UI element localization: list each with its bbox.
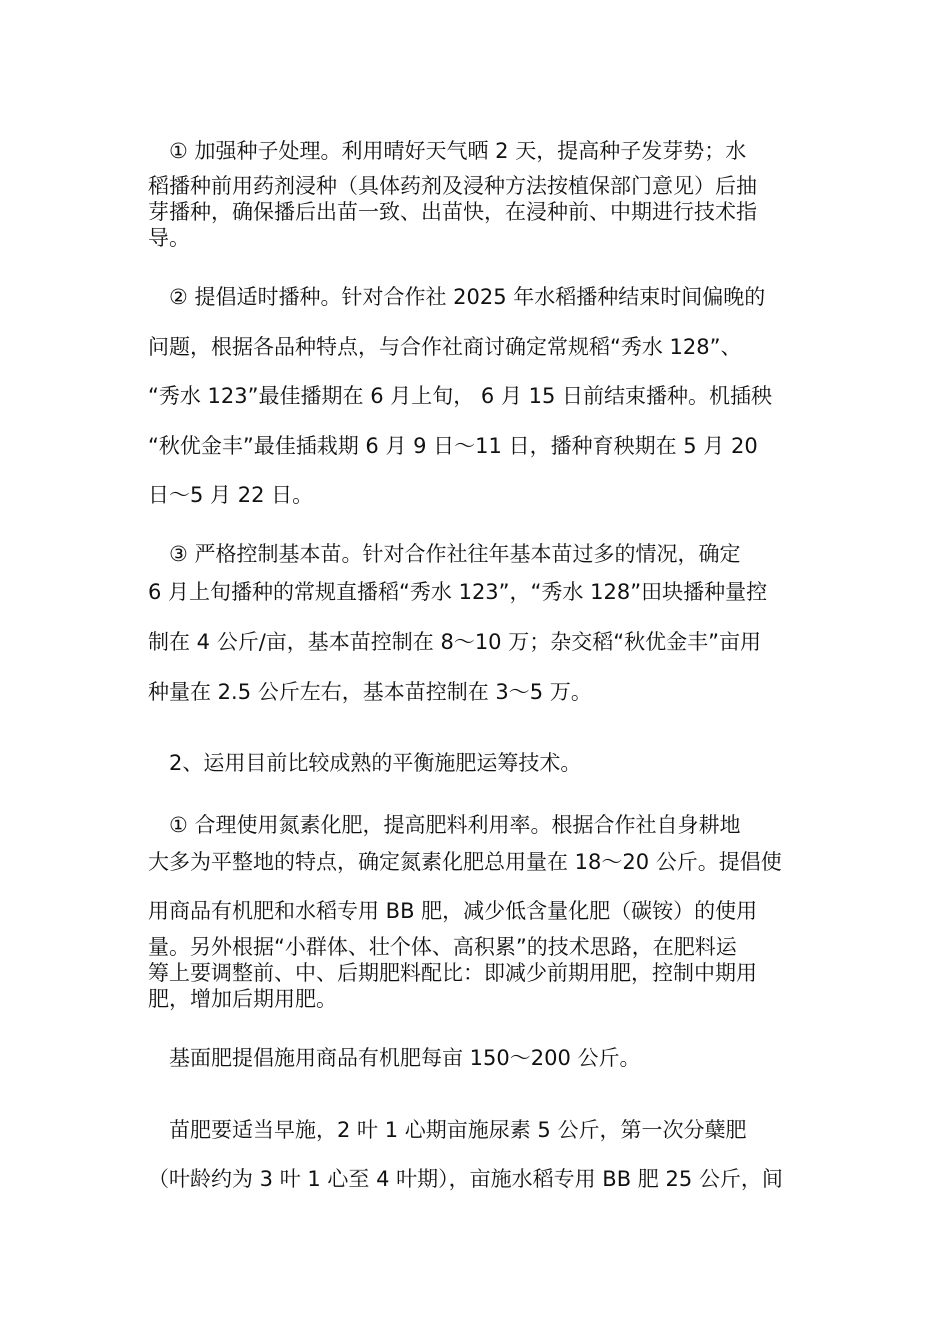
text-line: 大多为平整地的特点，确定氮素化肥总用量在 18～20 公斤。提倡使 (148, 850, 782, 874)
text-line: 用商品有机肥和水稻专用 BB 肥，减少低含量化肥（碳铵）的使用 (148, 899, 758, 923)
text-line: “秀水 123”最佳播期在 6 月上旬， 6 月 15 日前结束播种。机插秧 (148, 384, 773, 408)
text-line: ① 加强种子处理。利用晴好天气晒 2 天，提高种子发芽势；水 (148, 139, 747, 163)
text-line: 肥，增加后期用肥。 (148, 987, 337, 1011)
text-line: 基面肥提倡施用商品有机肥每亩 150～200 公斤。 (148, 1046, 641, 1070)
text-line: 苗肥要适当早施，2 叶 1 心期亩施尿素 5 公斤，第一次分蘖肥 (148, 1118, 747, 1142)
text-line: 稻播种前用药剂浸种（具体药剂及浸种方法按植保部门意见）后抽 (148, 174, 757, 198)
text-line: 量。另外根据“小群体、壮个体、高积累”的技术思路，在肥料运 (148, 935, 737, 959)
text-line: 日～5 月 22 日。 (148, 483, 314, 507)
text-line: （叶龄约为 3 叶 1 心至 4 叶期），亩施水稻专用 BB 肥 25 公斤，间 (148, 1167, 783, 1191)
text-line: 制在 4 公斤/亩，基本苗控制在 8～10 万；杂交稻“秋优金丰”亩用 (148, 630, 761, 654)
text-line: 导。 (148, 226, 190, 250)
text-line: 问题，根据各品种特点，与合作社商讨确定常规稻“秀水 128”、 (148, 335, 742, 359)
text-line: 种量在 2.5 公斤左右，基本苗控制在 3～5 万。 (148, 680, 592, 704)
text-line: ③ 严格控制基本苗。针对合作社往年基本苗过多的情况，确定 (148, 542, 741, 566)
text-line: 6 月上旬播种的常规直播稻“秀水 123”，“秀水 128”田块播种量控 (148, 580, 768, 604)
text-line: ① 合理使用氮素化肥，提高肥料利用率。根据合作社自身耕地 (148, 813, 741, 837)
text-line: 筹上要调整前、中、后期肥料配比：即减少前期用肥，控制中期用 (148, 961, 757, 985)
text-line: “秋优金丰”最佳插栽期 6 月 9 日～11 日，播种育秧期在 5 月 20 (148, 434, 758, 458)
text-line: 芽播种，确保播后出苗一致、出苗快，在浸种前、中期进行技术指 (148, 200, 757, 224)
section-heading: 2、运用目前比较成熟的平衡施肥运筹技术。 (148, 751, 582, 775)
text-line: ② 提倡适时播种。针对合作社 2025 年水稻播种结束时间偏晚的 (148, 285, 766, 309)
